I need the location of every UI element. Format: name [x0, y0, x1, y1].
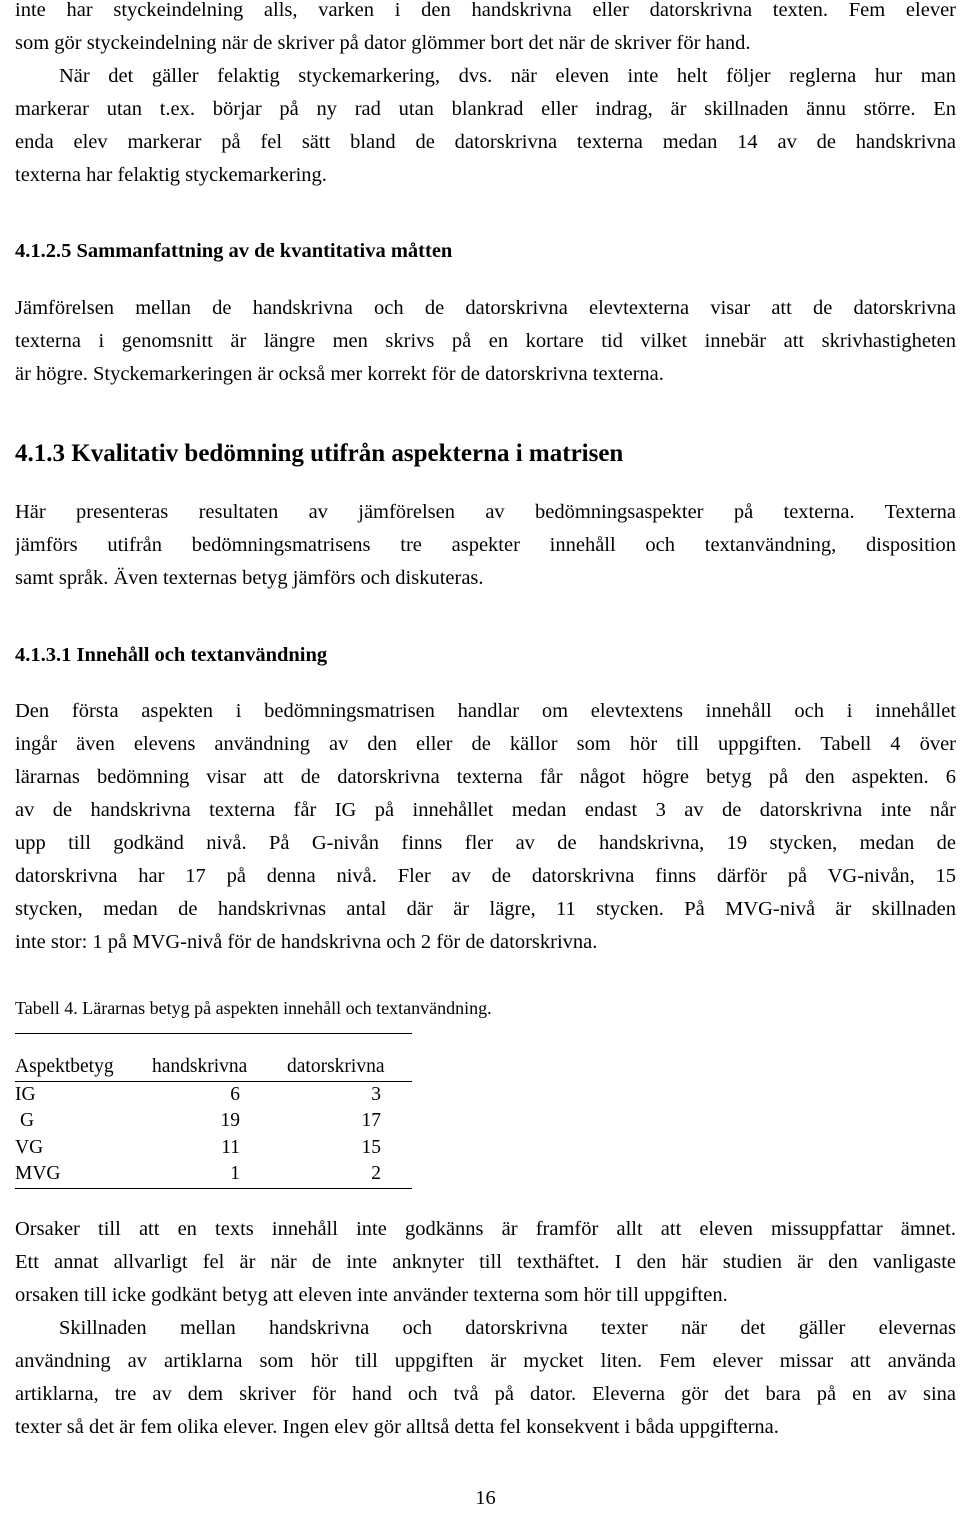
- paragraph-articles: [15, 1312, 956, 1444]
- table-cell: IG: [15, 1083, 36, 1105]
- table-cell: MVG: [15, 1161, 135, 1188]
- text-line: ingår även elevens användning av den eller de källor som hör till uppgiften. Tabell 4 över: [15, 733, 956, 755]
- text-line: av de handskrivna texterna får IG på innehållet medan endast 3 av de datorskrivna inte når: [15, 799, 956, 821]
- text-line: enda elev markerar på fel sätt bland de datorskrivna texterna medan 14 av de handskrivna: [15, 131, 956, 153]
- text-line: Här presenteras resultaten av jämförelsen av bedömningsaspekter på texterna. Texterna: [15, 501, 956, 523]
- section-heading-4-1-3-1: 4.1.3.1 Innehåll och textanvändning: [15, 644, 328, 666]
- column-header: Aspektbetyg: [15, 1054, 135, 1081]
- text-line: texter så det är fem olika elever. Ingen elev gör alltså detta fel konsekvent i båda uppgifterna.: [15, 1416, 779, 1438]
- text-line: samt språk. Även texternas betyg jämförs och diskuteras.: [15, 567, 484, 589]
- table-cell: 2: [266, 1161, 412, 1188]
- table-row: [15, 1161, 412, 1188]
- table-caption: Tabell 4. Lärarnas betyg på aspekten innehåll och textanvändning.: [15, 998, 492, 1018]
- text-line: lärarnas bedömning visar att de datorskrivna texterna får något högre betyg på den aspekten. 6: [15, 766, 956, 788]
- text-line: texterna i genomsnitt är längre men skrivs på en kortare tid vilket innebär att skrivhastigheten: [15, 330, 956, 352]
- text-line: upp till godkänd nivå. På G-nivån finns fler av de handskrivna, 19 stycken, medan de: [15, 832, 956, 854]
- table-cell: 15: [361, 1136, 381, 1158]
- table-cell: 6: [230, 1083, 240, 1105]
- text-line: texterna har felaktig styckemarkering.: [15, 164, 327, 186]
- text-line: är högre. Styckemarkeringen är också mer korrekt för de datorskrivna texterna.: [15, 363, 664, 385]
- text-line: artiklarna, tre av dem skriver för hand och två på dator. Eleverna gör det bara på en av sina: [15, 1383, 956, 1405]
- table-cell: VG: [15, 1136, 44, 1158]
- table-cell: 19: [220, 1110, 240, 1132]
- text-line: användning av artiklarna som hör till uppgiften är mycket liten. Fem elever missar att använda: [15, 1350, 956, 1372]
- section-heading-4-1-2-5: 4.1.2.5 Sammanfattning av de kvantitativa måtten: [15, 240, 453, 262]
- column-header: datorskrivna: [266, 1054, 412, 1081]
- section-heading-4-1-3: 4.1.3 Kvalitativ bedömning utifrån aspekterna i matrisen: [15, 440, 624, 467]
- table-cell: 17: [361, 1110, 381, 1132]
- table-cell: 11: [221, 1136, 240, 1158]
- text-line: Skillnaden mellan handskrivna och datorskrivna texter när det gäller elevernas: [59, 1317, 956, 1339]
- table-top-rule: [15, 1033, 412, 1034]
- text-line: När det gäller felaktig styckemarkering, dvs. när eleven inte helt följer reglerna hur man: [59, 65, 956, 87]
- text-line: Jämförelsen mellan de handskrivna och de datorskrivna elevtexterna visar att de datorskrivna: [15, 297, 956, 319]
- table-header-row: [15, 1054, 412, 1081]
- text-line: Ett annat allvarligt fel är när de inte anknyter till texthäftet. I den här studien är den vanligaste: [15, 1251, 956, 1273]
- paragraph-summary: [15, 292, 956, 391]
- table-row: [15, 1135, 412, 1162]
- text-line: Orsaker till att en texts innehåll inte godkänns är framför allt att eleven missuppfattar ämnet.: [15, 1218, 956, 1240]
- paragraph-reasons: [15, 1213, 956, 1312]
- text-line: inte har styckeindelning alls, varken i den handskrivna eller datorskrivna texten. Fem elever: [15, 0, 956, 21]
- column-header: handskrivna: [135, 1054, 266, 1081]
- text-line: inte stor: 1 på MVG-nivå för de handskrivna och 2 för de datorskrivna.: [15, 931, 598, 953]
- grades-table: [15, 1054, 412, 1189]
- table-cell: 1: [135, 1161, 266, 1188]
- table-cell: 3: [371, 1083, 381, 1105]
- paragraph-content-aspect: [15, 695, 956, 959]
- text-line: datorskrivna har 17 på denna nivå. Fler av de datorskrivna finns därför på VG-nivån, 15: [15, 865, 956, 887]
- page-number: 16: [475, 1487, 496, 1509]
- paragraph-qualitative: [15, 496, 956, 595]
- text-line: orsaken till icke godkänt betyg att eleven inte använder texterna som hör till uppgiften.: [15, 1284, 728, 1306]
- table-row: [15, 1081, 412, 1108]
- paragraph-styckeindelning: [15, 0, 956, 192]
- table-row: [15, 1108, 412, 1135]
- text-line: jämförs utifrån bedömningsmatrisens tre aspekter innehåll och textanvändning, disposition: [15, 534, 956, 556]
- text-line: stycken, medan de handskrivnas antal där är lägre, 11 stycken. På MVG-nivå är skillnaden: [15, 898, 956, 920]
- table-cell: G: [20, 1110, 35, 1132]
- text-line: som gör styckeindelning när de skriver på dator glömmer bort det när de skriver för hand.: [15, 32, 751, 54]
- text-line: Den första aspekten i bedömningsmatrisen handlar om elevtextens innehåll och i innehållet: [15, 700, 956, 722]
- text-line: markerar utan t.ex. börjar på ny rad utan blankrad eller indrag, är skillnaden ännu större. En: [15, 98, 956, 120]
